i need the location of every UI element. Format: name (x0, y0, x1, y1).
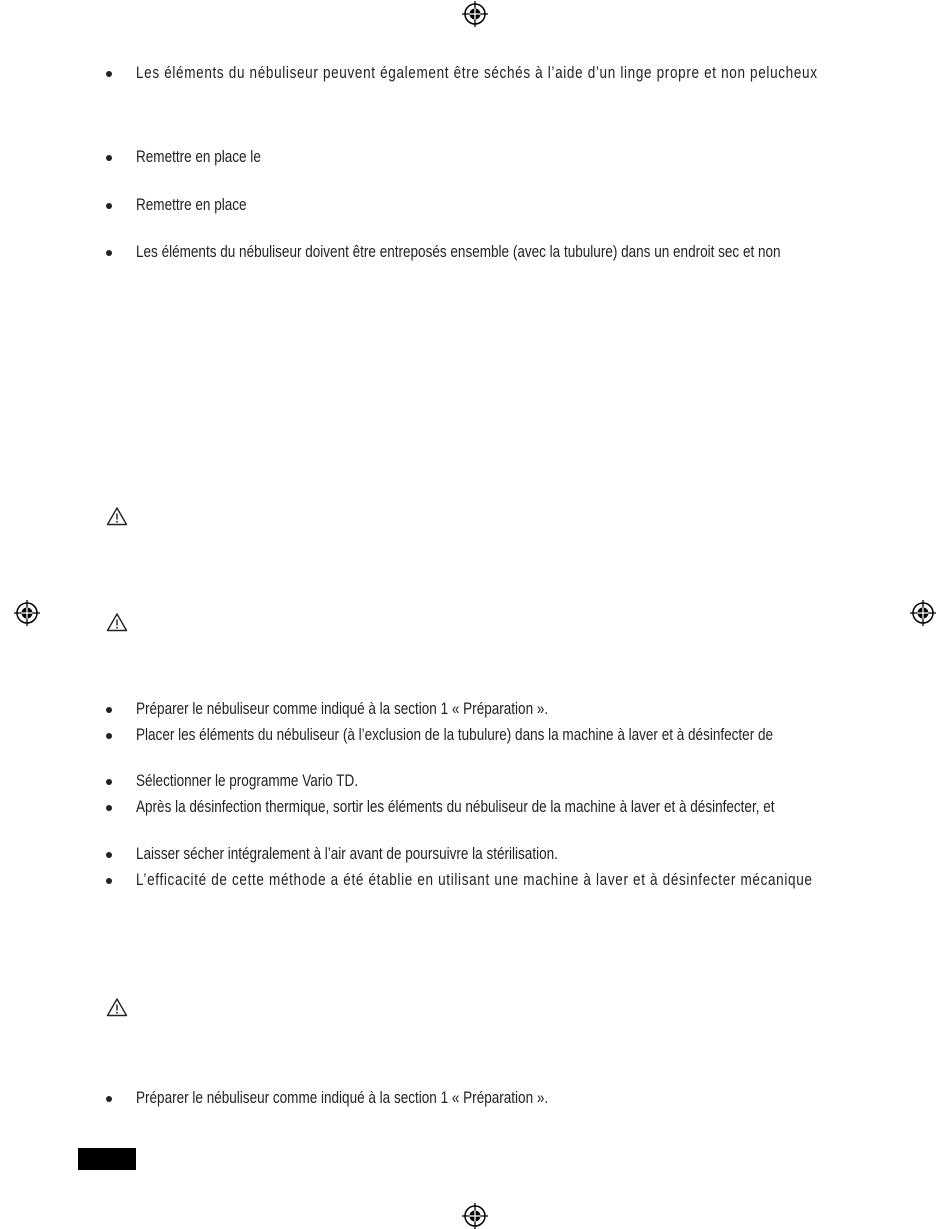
bullet-icon (106, 203, 112, 209)
registration-mark-icon (910, 600, 936, 626)
bullet-icon (106, 779, 112, 785)
bullet-icon (106, 707, 112, 713)
registration-mark-icon (14, 600, 40, 626)
paragraph-line: Remettre en place le (136, 148, 261, 166)
paragraph-line: Préparer le nébuliseur comme indiqué à la section 1 « Préparation ». (136, 700, 549, 718)
warning-triangle-icon (106, 506, 128, 526)
bullet-icon (106, 1096, 112, 1102)
warning-triangle-icon (106, 997, 128, 1017)
bullet-icon (106, 805, 112, 811)
paragraph-line: Après la désinfection thermique, sortir les éléments du nébuliseur de la machine à laver et à désinfecter, et (136, 798, 775, 816)
warning-triangle-icon (106, 612, 128, 632)
paragraph-line: Les éléments du nébuliseur peuvent également être séchés à l’aide d’un linge propre et non pelucheux (136, 64, 818, 82)
bullet-icon (106, 852, 112, 858)
paragraph-line: Les éléments du nébuliseur doivent être entreposés ensemble (avec la tubulure) dans un endroit sec et non (136, 243, 781, 261)
registration-mark-icon (462, 1, 488, 27)
bullet-icon (106, 250, 112, 256)
bullet-icon (106, 155, 112, 161)
bullet-icon (106, 733, 112, 739)
paragraph-line: Sélectionner le programme Vario TD. (136, 772, 359, 790)
bullet-icon (106, 71, 112, 77)
registration-mark-icon (462, 1203, 488, 1229)
paragraph-line: L’efficacité de cette méthode a été établie en utilisant une machine à laver et à désinfecter mécanique (136, 871, 813, 889)
page-tab (78, 1148, 136, 1170)
bullet-icon (106, 878, 112, 884)
paragraph-line: Placer les éléments du nébuliseur (à l’exclusion de la tubulure) dans la machine à laver et à désinfecter de (136, 726, 774, 744)
paragraph-line: Laisser sécher intégralement à l’air avant de poursuivre la stérilisation. (136, 845, 558, 863)
paragraph-line: Préparer le nébuliseur comme indiqué à la section 1 « Préparation ». (136, 1089, 549, 1107)
paragraph-line: Remettre en place (136, 196, 247, 214)
